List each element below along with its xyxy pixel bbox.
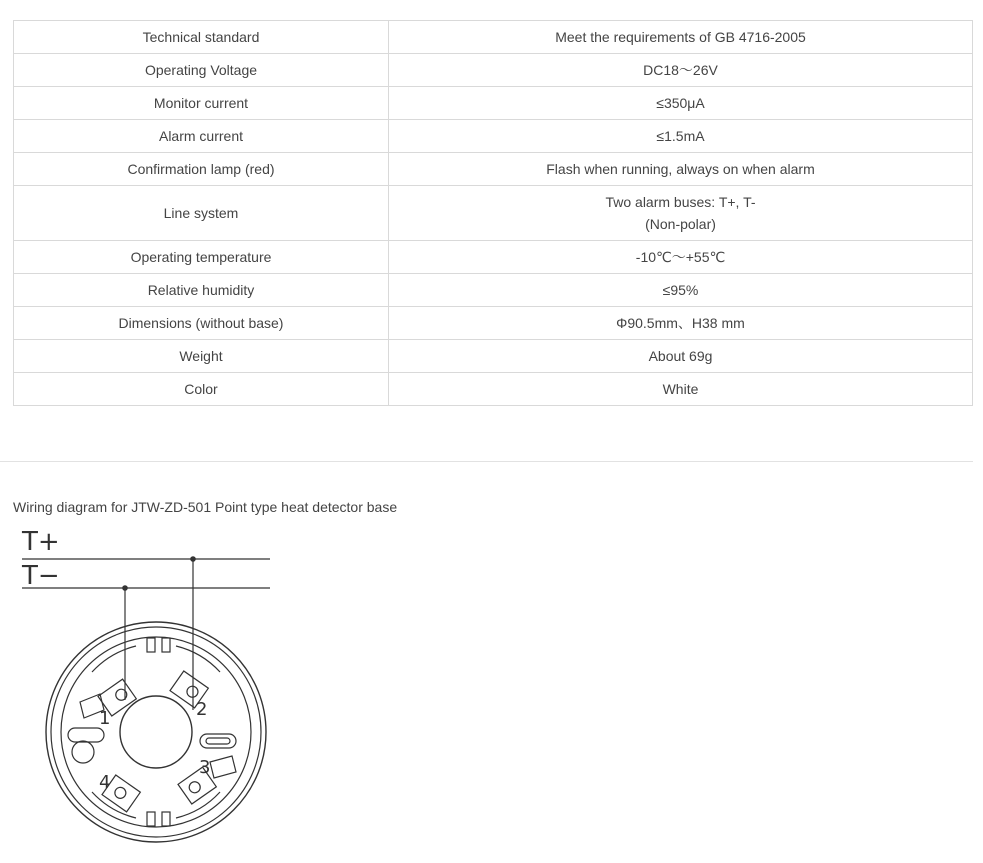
table-row [14,307,973,340]
spec-value: DC18～26V [389,54,973,87]
table-row [14,373,973,406]
spec-label: Technical standard [14,21,389,54]
spec-table [13,20,973,406]
table-row [14,274,973,307]
spec-label: Confirmation lamp (red) [14,153,389,186]
spec-label: Relative humidity [14,274,389,307]
terminal-label: 4 [99,772,111,793]
wiring-diagram [10,522,280,857]
spec-value [389,186,973,241]
detector-base [46,622,266,842]
bus-label-negative: T− [22,561,60,591]
table-row [14,87,973,120]
spec-value: White [389,373,973,406]
spec-value: Flash when running, always on when alarm [389,153,973,186]
spec-label: Color [14,373,389,406]
terminal-label: 3 [199,757,211,778]
spec-value: ≤350μA [389,87,973,120]
spec-label: Alarm current [14,120,389,153]
spec-value: Φ90.5mm、H38 mm [389,307,973,340]
spec-value-line: Two alarm buses: T+, T- [605,194,756,210]
spec-label: Operating temperature [14,241,389,274]
table-row [14,54,973,87]
section-divider [0,461,973,462]
table-row [14,241,973,274]
table-row [14,120,973,153]
table-row [14,340,973,373]
bus-label-positive: T+ [22,527,60,557]
spec-value: Meet the requirements of GB 4716-2005 [389,21,973,54]
table-row [14,186,973,241]
table-row [14,153,973,186]
spec-label: Operating Voltage [14,54,389,87]
spec-value-line: (Non-polar) [645,216,716,232]
spec-label: Weight [14,340,389,373]
terminal-label: 1 [99,708,111,729]
spec-label: Monitor current [14,87,389,120]
terminal-3 [178,767,216,804]
spec-label: Line system [14,186,389,241]
spec-label: Dimensions (without base) [14,307,389,340]
table-row [14,21,973,54]
wiring-caption: Wiring diagram for JTW-ZD-501 Point type heat detector base [13,499,398,515]
spec-value: -10℃～+55℃ [389,241,973,274]
spec-value: About 69g [389,340,973,373]
spec-value: ≤1.5mA [389,120,973,153]
spec-value: ≤95% [389,274,973,307]
terminal-label: 2 [196,699,208,720]
